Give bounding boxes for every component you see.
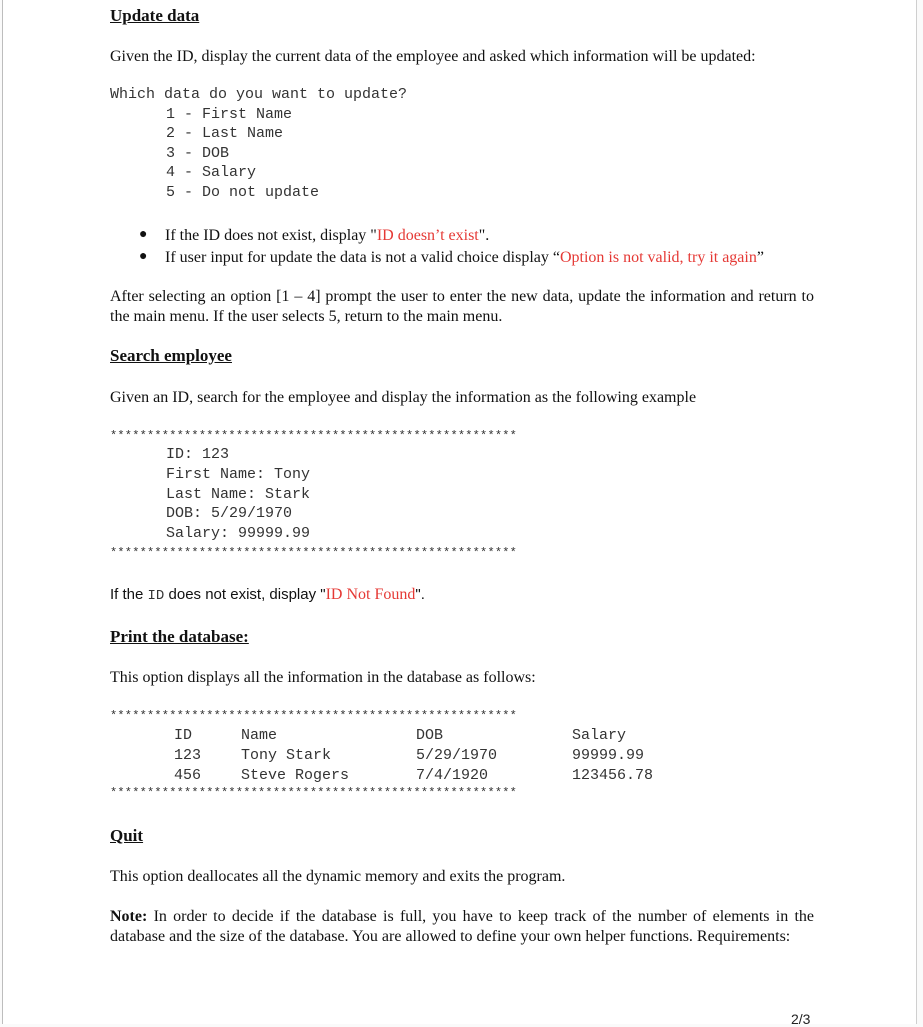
table-cell-name: Tony Stark xyxy=(241,747,332,764)
table-cell-name: Steve Rogers xyxy=(241,767,350,784)
document-page xyxy=(2,0,917,1027)
table-cell-dob: 7/4/1920 xyxy=(416,767,489,784)
table-header-name: Name xyxy=(241,727,278,744)
note-paragraph: Note: In order to decide if the database is full, you have to keep track of the number of elements in the database and the size of the database. You are allowed to define your own helper functions. Requirements: xyxy=(110,908,814,945)
search-employee-heading: Search employee xyxy=(110,346,232,365)
update-data-heading: Update data xyxy=(110,6,200,25)
table-cell-id: 123 xyxy=(174,747,202,764)
table-header-dob: DOB xyxy=(416,727,444,744)
table-cell-id: 456 xyxy=(174,767,202,784)
stars-separator-top: ******************************************************* xyxy=(110,429,518,443)
bullet-dot: ● xyxy=(139,249,148,264)
table-cell-salary: 99999.99 xyxy=(572,747,645,764)
table-cell-dob: 5/29/1970 xyxy=(416,747,498,764)
table-header-id: ID xyxy=(174,727,193,744)
update-menu-item-3: 3 - DOB xyxy=(166,145,230,162)
search-example-last-name: Last Name: Stark xyxy=(166,486,311,503)
table-cell-salary: 123456.78 xyxy=(572,767,654,784)
update-menu-prompt: Which data do you want to update? xyxy=(110,86,408,103)
update-menu-item-1: 1 - First Name xyxy=(166,106,293,123)
stars-separator-top: ******************************************************* xyxy=(110,709,518,723)
update-menu-item-4: 4 - Salary xyxy=(166,164,257,181)
update-intro: Given the ID, display the current data of the employee and asked which information will be updated: xyxy=(110,48,756,65)
search-intro: Given an ID, search for the employee and display the information as the following example xyxy=(110,389,697,406)
page-number: 2/3 xyxy=(791,1011,811,1027)
table-header-salary: Salary xyxy=(572,727,627,744)
update-after-text: After selecting an option [1 – 4] prompt the user to enter the new data, update the information and return to the main menu. If the user selects 5, return to the main menu. xyxy=(110,288,814,325)
stars-separator-bottom: ******************************************************* xyxy=(110,546,518,560)
print-database-heading: Print the database: xyxy=(110,627,249,646)
search-example-id: ID: 123 xyxy=(166,446,230,463)
stars-separator-bottom: ******************************************************* xyxy=(110,786,518,800)
search-example-first-name: First Name: Tony xyxy=(166,466,311,483)
update-menu-item-2: 2 - Last Name xyxy=(166,125,284,142)
quit-text: This option deallocates all the dynamic memory and exits the program. xyxy=(110,868,566,885)
update-menu-item-5: 5 - Do not update xyxy=(166,184,320,201)
search-example-salary: Salary: 99999.99 xyxy=(166,525,311,542)
quit-heading: Quit xyxy=(110,826,144,845)
search-not-found-text: If the ID does not exist, display "ID Not Found". xyxy=(110,586,425,604)
bullet-id-not-exist: If the ID does not exist, display "ID doesn’t exist". xyxy=(165,227,490,244)
bullet-dot: ● xyxy=(139,227,148,242)
bullet-invalid-option: If user input for update the data is not a valid choice display “Option is not valid, try it again” xyxy=(165,249,764,266)
search-example-dob: DOB: 5/29/1970 xyxy=(166,505,293,522)
print-intro: This option displays all the information in the database as follows: xyxy=(110,669,536,686)
